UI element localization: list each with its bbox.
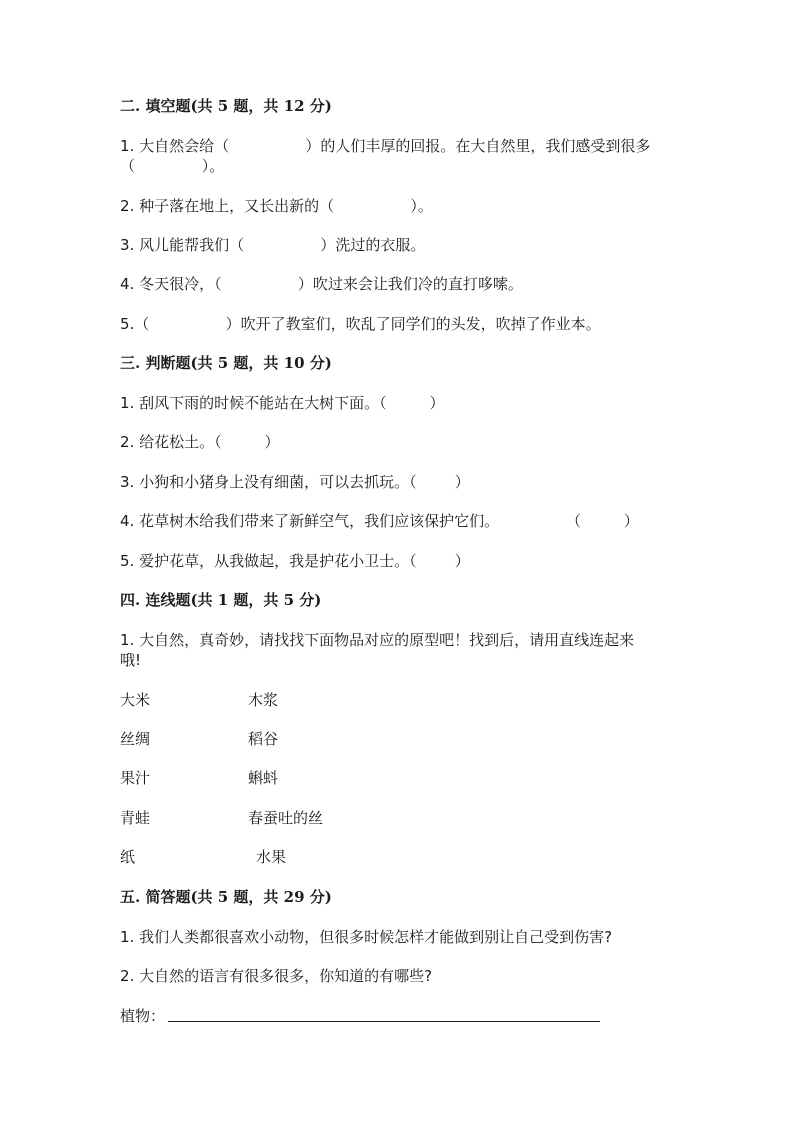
question-text: 2. 大自然的语言有很多很多，你知道的有哪些? [120, 967, 433, 985]
section-heading-true-false: 三. 判断题(共 5 题，共 10 分) [120, 354, 332, 372]
question-text: 1. 刮风下雨的时候不能站在大树下面。（ ） [120, 394, 445, 412]
section-heading-fill-blank: 二. 填空题(共 5 题，共 12 分) [120, 97, 332, 115]
question-text: 3. 风儿能帮我们（ ）洗过的衣服。 [120, 236, 426, 254]
match-left-item: 青蛙 [120, 809, 151, 827]
answer-line[interactable] [168, 1021, 600, 1022]
answer-label-plants: 植物： [120, 1007, 166, 1025]
match-right-item: 稻谷 [248, 730, 279, 748]
section-heading-matching: 四. 连线题(共 1 题，共 5 分) [120, 591, 322, 609]
match-left-item: 纸 [120, 848, 136, 866]
question-text: 2. 种子落在地上，又长出新的（ ）。 [120, 197, 433, 215]
question-text: （ ）。 [120, 157, 225, 175]
question-text: 5.（ ）吹开了教室们，吹乱了同学们的头发，吹掉了作业本。 [120, 315, 601, 333]
match-right-item: 水果 [256, 848, 287, 866]
question-text: 3. 小狗和小猪身上没有细菌，可以去抓玩。（ ） [120, 473, 470, 491]
match-left-item: 大米 [120, 691, 151, 709]
question-text: 4. 花草树木给我们带来了新鲜空气，我们应该保护它们。 [120, 512, 500, 530]
question-text: 1. 我们人类都很喜欢小动物，但很多时候怎样才能做到别让自己受到伤害? [120, 928, 613, 946]
question-text: 5. 爱护花草，从我做起，我是护花小卫士。（ ） [120, 552, 470, 570]
question-text: 4. 冬天很冷，（ ）吹过来会让我们冷的直打哆嗦。 [120, 275, 523, 293]
match-right-item: 蝌蚪 [248, 769, 279, 787]
question-text: 哦! [120, 651, 142, 669]
answer-parentheses: （ ） [566, 512, 639, 530]
question-text: 1. 大自然会给（ ）的人们丰厚的回报。在大自然里，我们感受到很多 [120, 137, 651, 155]
match-left-item: 丝绸 [120, 730, 151, 748]
question-text: 2. 给花松土。（ ） [120, 433, 280, 451]
match-right-item: 春蚕吐的丝 [248, 809, 324, 827]
match-right-item: 木浆 [248, 691, 279, 709]
match-left-item: 果汁 [120, 769, 151, 787]
question-text: 1. 大自然，真奇妙，请找找下面物品对应的原型吧！找到后，请用直线连起来 [120, 631, 635, 649]
section-heading-short-answer: 五. 简答题(共 5 题，共 29 分) [120, 888, 332, 906]
